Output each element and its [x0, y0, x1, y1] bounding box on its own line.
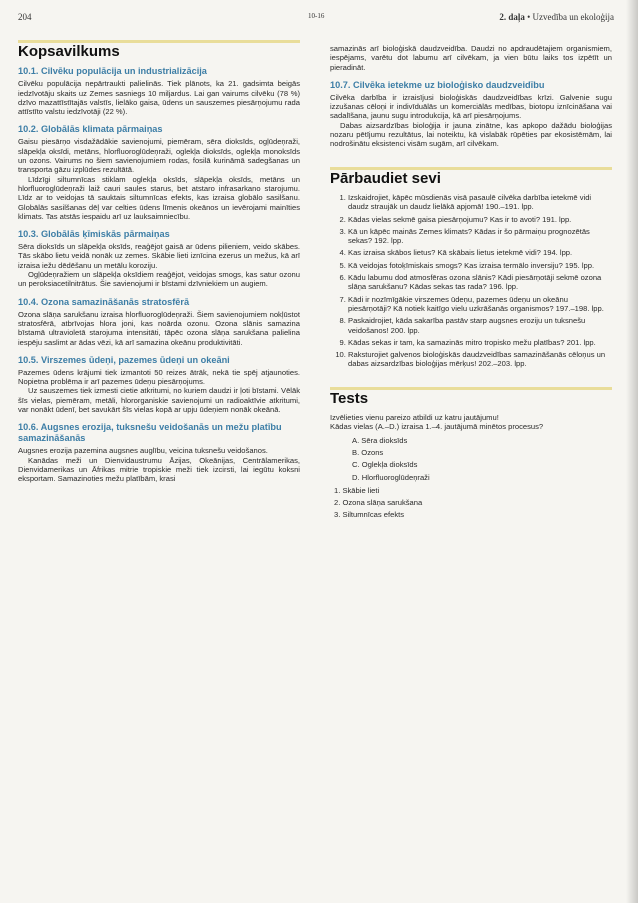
section-paragraph: Cilvēka darbība ir izraisījusi bioloģiskās daudzveidības krīzi. Galvenie sugu izzušanas cēloņi ir indivīduālās un komerciālās medības, biotopu iznīcināšana vai sadalīšana, jaunu sugu introdukcija, kā arī piesārņojums.	[330, 92, 612, 121]
check-item: 1. Izskaidrojiet, kāpēc mūsdienās visā pasaulē cilvēka darbība ietekmē vidi daudz straujāk un daudz lielākā apjomā! 190.–191. lpp.	[348, 193, 612, 212]
section-heading: 10.3. Globālās ķīmiskās pārmaiņas	[18, 229, 170, 240]
part-name: Uzvedība un ekoloģija	[532, 12, 614, 22]
section-paragraph: Augsnes erozija pazemina augsnes auglību, veicina tuksnešu veidošanos.	[18, 446, 268, 456]
check-item: 6. Kādu labumu dod atmosfēras ozona slānis? Kādi piesārņotāji sekmē ozona slāņa sarukšanu? Kādas sekas tas rada? 196. lpp.	[348, 273, 612, 292]
page-code: 10-16	[308, 12, 325, 20]
check-item: 7. Kādi ir nozīmīgākie virszemes ūdeņu, pazemes ūdeņu un okeānu piesārņotāji? Kā notiek kaitīgo vielu uzkrāšanās organismos? 197.–198. lpp.	[348, 295, 612, 314]
check-item: 4. Kas izraisa skābos lietus? Kā skābais lietus ietekmē vidi? 194. lpp.	[348, 248, 612, 257]
section-paragraph: Ozona slāņa sarukšanu izraisa hlorfluoroglūdeņraži. Šiem savienojumiem nokļūstot stratosfērā, atbrīvojas hlora joni, kas noārda ozonu. Ozona slānis samazina bīstamā ultravioletā starojuma intensitāti, tāpēc ozona slāņa sarukšana palielina iespēju saslimt ar ādas vēzi, kā arī samazina okeānu produktivitāti.	[18, 309, 300, 347]
section-paragraph: Uz sauszemes tiek izmesti cietie atkritumi, no kuriem daudzi ir ļoti bīstami. Vēlāk šīs vielas, piemēram, metāli, hlororganiskie savienojumi un radioaktīvie atkritumi, var nonākt ūdenī, bet savukārt šīs vielas kopā ar upju ūdeņiem nonāk okeānā.	[18, 386, 300, 415]
process-item: 2. Ozona slāņa sarukšana	[334, 498, 423, 508]
section-heading: 10.1. Cilvēku populācija un industrializācija	[18, 66, 207, 77]
check-title: Pārbaudiet sevi	[330, 169, 441, 187]
check-section	[330, 167, 612, 369]
check-list	[330, 193, 612, 369]
continuation-paragraph: samazinās arī bioloģiskā daudzveidība. Daudzi no apdraudētajiem organismiem, iespējams, varētu dot labumu arī cilvēkam, ja vien būtu laiks tos izpētīt un pieradināt.	[330, 44, 612, 72]
answer-options	[352, 436, 612, 482]
section-heading: 10.2. Globālās klimata pārmaiņas	[18, 124, 163, 135]
section-heading: 10.7. Cilvēka ietekme uz bioloģisko daudzveidību	[330, 79, 545, 90]
answer-option: C. Oglekļa dioksīds	[352, 460, 418, 470]
check-item: 8. Paskaidrojiet, kāda sakarība pastāv starp augsnes eroziju un tuksnešu veidošanos! 200. lpp.	[348, 316, 612, 335]
right-column	[330, 44, 612, 523]
page-header	[18, 12, 614, 26]
section-paragraph: Līdzīgi siltumnīcas stiklam oglekļa oksīds, slāpekļa oksīds, metāns un hlorfluoroglūdeņraži laiž cauri saules starus, bet atstaro infrasarkano starojumu. Līdz ar to veidojas tā sauktais siltumnīcas efekts, kas izraisa globālo sasilšanu. Globālās sasilšanas dēļ var celties ūdens līmenis okeānos un ievērojami mainīties klimats. Tas atstās iespaidu arī uz lauksaimniecību.	[18, 174, 300, 221]
section-bar	[330, 387, 612, 390]
page-number: 204	[18, 12, 32, 22]
check-item: 9. Kādas sekas ir tam, ka samazinās mitro tropisko mežu platības? 201. lpp.	[348, 338, 612, 347]
section-heading: 10.6. Augsnes erozija, tuksnešu veidošanās un mežu platību samazināšanās	[18, 422, 282, 444]
part-title: 2. daļa • Uzvedība un ekoloģija	[499, 12, 614, 22]
process-item: 1. Skābie lieti	[334, 485, 380, 495]
tests-title: Tests	[330, 389, 369, 407]
tests-instruction: Izvēlieties vienu pareizo atbildi uz katru jautājumu!	[330, 413, 499, 423]
page-edge-shadow	[626, 0, 638, 903]
summary-title: Kopsavilkums	[18, 43, 120, 60]
part-prefix: 2. daļa	[499, 12, 525, 22]
section-paragraph: Kanādas meži un Dienvidaustrumu Āzijas, Okeānijas, Centrālamerikas, Dienvidamerikas un Āfrikas mitrie tropiskie meži tiek izcirsti, lai iegūtu koksni eksportam. Samazinoties mežu platībām, krasi	[18, 455, 300, 484]
left-column	[18, 40, 300, 484]
section-paragraph: Cilvēku populācija nepārtraukti palielinās. Tiek plānots, ka 21. gadsimta beigās iedzīvotāju skaits uz Zemes sasniegs 10 miljardus. Lai gan vairums cilvēku (78 %) dzīvo mazattīstītajās valstīs, lielāko gaisa, ūdens un sauszemes piesārņojumu rada attīstīto valstu iedzīvotāji (22 %).	[18, 79, 300, 117]
check-item: 5. Kā veidojas fotoķīmiskais smogs? Kas izraisa termālo inversiju? 195. lpp.	[348, 261, 612, 270]
answer-option: A. Sēra dioksīds	[352, 435, 408, 445]
section-paragraph: Dabas aizsardzības bioloģija ir jauna zinātne, kas apkopo dažādu bioloģijas nozaru pētījumu rezultātus, lai noteiktu, kā vislabāk rūpēties par ekosistēmām, lai nodrošinātu eksistenci visām sugām, arī cilvēkam.	[330, 120, 612, 149]
section-paragraph: Pazemes ūdens krājumi tiek izmantoti 50 reizes ātrāk, nekā tie spēj atjaunoties. Nopietna problēma ir arī pazemes ūdeņu piesārņojums.	[18, 367, 300, 387]
answer-option: B. Ozons	[352, 447, 384, 457]
check-item: 3. Kā un kāpēc mainās Zemes klimats? Kādas ir šo pārmaiņu prognozētās sekas? 192. lpp.	[348, 227, 612, 246]
process-item: 3. Siltumnīcas efekts	[334, 510, 405, 520]
tests-section	[330, 387, 612, 520]
section-paragraph: Ogļūdeņražiem un slāpekļa oksīdiem reaģējot, veidojas smogs, kas satur ozonu un peroksiacetilnitrātus. Šie savienojumi ir bīstami dzīvniekiem un augiem.	[18, 270, 300, 289]
numbered-processes	[334, 486, 612, 520]
section-heading: 10.4. Ozona samazināšanās stratosfērā	[18, 296, 190, 307]
check-item: 10. Raksturojiet galvenos bioloģiskās daudzveidības samazināšanās cēloņus un dabas aizsardzības bioloģijas mērķus! 202.–203. lpp.	[348, 350, 612, 369]
section-paragraph: Gaisu piesārņo visdažādākie savienojumi, piemēram, sēra dioksīds, ogļūdeņraži, slāpekļa oksīdi, metāns, hlorfluoroglūdeņraži, oglekļa dioksīds, oglekļa monoksīds un ozons. Vairums no šiem savienojumiem rodas, fosilā kurināmā sadegšanas un transporta gāzu izplūdes rezultātā.	[18, 137, 300, 175]
check-item: 2. Kādas vielas sekmē gaisa piesārņojumu? Kas ir to avoti? 191. lpp.	[348, 215, 612, 224]
tests-question: Kādas vielas (A.–D.) izraisa 1.–4. jautājumā minētos procesus?	[330, 422, 544, 432]
section-paragraph: Sēra dioksīds un slāpekļa oksīds, reaģējot gaisā ar ūdens pilieniem, veido skābes. Tās skābo lietu veidā nonāk uz zemes. Skābie lieti iznīcina ezerus un mežus, kā arī izraisa iežu dēdēšanu un metālu koroziju.	[18, 242, 300, 270]
answer-option: D. Hlorfluoroglūdeņraži	[352, 472, 430, 482]
section-heading: 10.5. Virszemes ūdeņi, pazemes ūdeņi un okeāni	[18, 354, 230, 365]
